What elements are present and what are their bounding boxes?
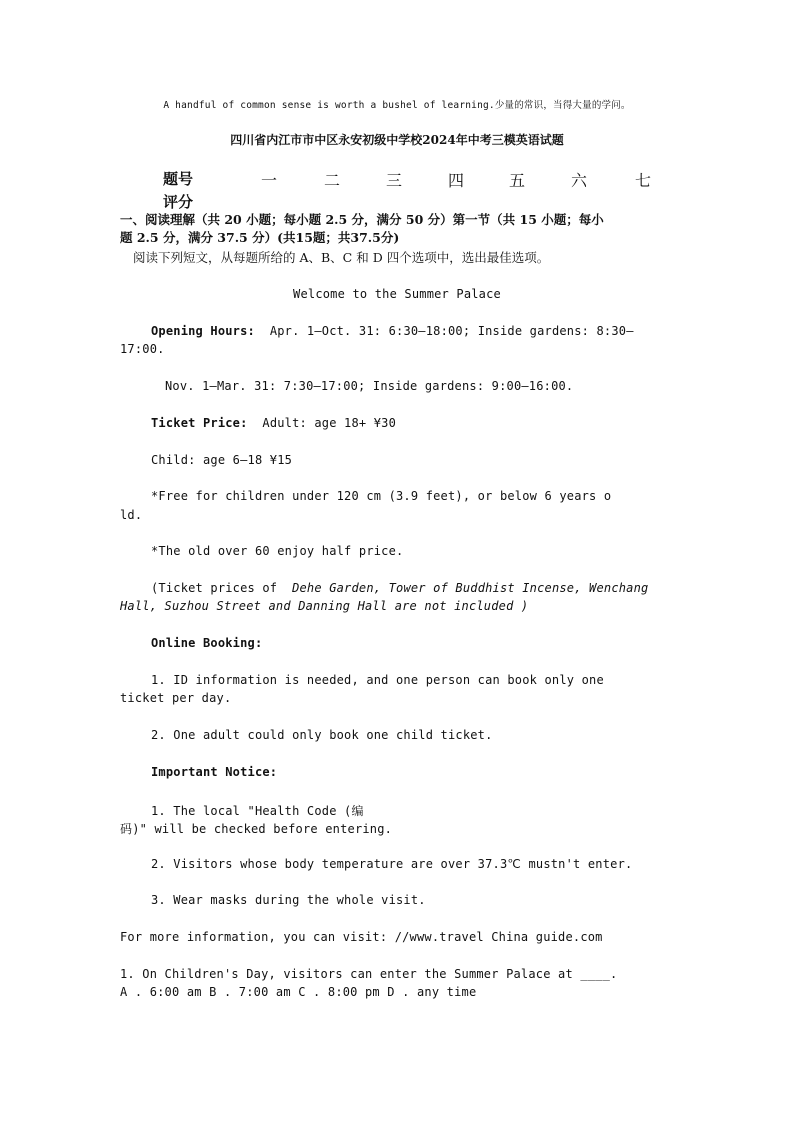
section-heading	[120, 211, 680, 247]
notice-1: 1. The local "Health Code (编	[151, 804, 364, 818]
excluded-note-line1	[151, 581, 648, 595]
score-table-col-6: 六	[571, 171, 588, 190]
more-info: For more information, you can visit: //www.travel China guide.com	[120, 930, 603, 944]
score-table-col-4: 四	[448, 171, 465, 190]
section-heading-line1: 一、阅读理解（共 20 小题；每小题 2.5 分，满分 50 分）第一节（共 15 小题；每小	[120, 212, 604, 227]
score-table-col-3: 三	[386, 171, 403, 190]
booking-rule-1: 1. ID information is needed, and one person can book only one	[151, 673, 604, 687]
score-table-col-7: 七	[635, 171, 652, 190]
score-table-row-label: 题号	[163, 170, 194, 188]
notice-1-cont: 码)" will be checked before entering.	[120, 822, 393, 836]
motto: A handful of common sense is worth a bushel of learning.少量的常识，当得大量的学问。	[163, 100, 631, 111]
free-note: *Free for children under 120 cm (3.9 feet), or below 6 years o	[151, 489, 612, 503]
opening-hours-summer-cont: 17:00.	[120, 342, 165, 356]
notice-3: 3. Wear masks during the whole visit.	[151, 893, 426, 907]
opening-hours-line1	[151, 324, 634, 338]
excluded-places: Dehe Garden, Tower of Buddhist Incense, Wenchang	[292, 581, 649, 595]
opening-hours-summer: Apr. 1—Oct. 31: 6:30—18:00; Inside gardens: 8:30—	[269, 324, 634, 338]
passage-title: Welcome to the Summer Palace	[293, 287, 501, 301]
excluded-note-line2: Hall, Suzhou Street and Danning Hall are not included )	[120, 599, 529, 613]
score-table-col-1: 一	[261, 171, 278, 190]
excluded-note-open: (Ticket prices of	[151, 581, 278, 595]
score-table-score-label: 评分	[163, 193, 194, 211]
ticket-adult: Adult: age 18+ ¥30	[262, 416, 397, 430]
ticket-child: Child: age 6—18 ¥15	[151, 453, 293, 467]
question-1-stem: 1. On Children's Day, visitors can enter the Summer Palace at ____.	[120, 967, 618, 981]
section-instruction: 阅读下列短文，从每题所给的 A、B、C 和 D 四个选项中，选出最佳选项。	[133, 250, 550, 265]
score-table-col-2: 二	[324, 171, 341, 190]
opening-hours-label: Opening Hours:	[151, 324, 255, 338]
free-note-cont: ld.	[120, 508, 143, 522]
ticket-adult-line	[151, 416, 396, 430]
booking-rule-1-cont: ticket per day.	[120, 691, 232, 705]
online-booking-label: Online Booking:	[151, 636, 263, 650]
section-heading-line2: 题 2.5 分，满分 37.5 分）(共15题；共37.5分)	[120, 230, 400, 245]
elderly-note: *The old over 60 enjoy half price.	[151, 544, 404, 558]
notice-2: 2. Visitors whose body temperature are over 37.3℃ mustn't enter.	[151, 857, 633, 871]
opening-hours-winter: Nov. 1—Mar. 31: 7:30—17:00; Inside gardens: 9:00—16:00.	[165, 379, 574, 393]
question-1-options: A . 6:00 am B . 7:00 am C . 8:00 pm D . any time	[120, 985, 477, 999]
exam-title: 四川省内江市市中区永安初级中学校2024年中考三模英语试题	[230, 133, 564, 147]
score-table-col-5: 五	[509, 171, 526, 190]
important-notice-label: Important Notice:	[151, 765, 278, 779]
booking-rule-2: 2. One adult could only book one child ticket.	[151, 728, 493, 742]
ticket-price-label: Ticket Price:	[151, 416, 248, 430]
